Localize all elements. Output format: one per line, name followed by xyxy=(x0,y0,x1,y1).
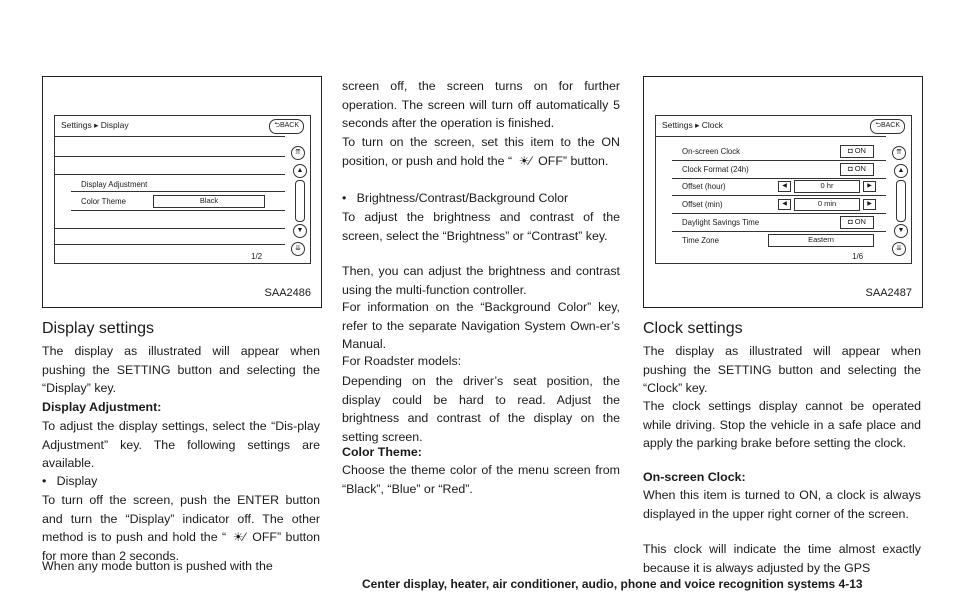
clock-row-value: ◘ ON xyxy=(840,145,874,158)
back-button: ⮌BACK xyxy=(870,119,905,134)
clock-row-label: Time Zone xyxy=(682,236,719,245)
scroll-bottom-icon: ⇊ xyxy=(892,242,906,256)
color-theme-value: Black xyxy=(153,195,265,208)
page-indicator: 1/2 xyxy=(251,252,263,261)
increase-arrow-icon: ▶ xyxy=(863,199,876,210)
clock-row-value: ◘ ON xyxy=(840,216,874,229)
clock-row-value: Eastern xyxy=(768,234,874,247)
scroll-down-icon: ▼ xyxy=(894,224,908,238)
scroll-down-icon: ▼ xyxy=(293,224,307,238)
right-paragraph-1: The display as illustrated will appear when pushing the SETTING button and selecting the “Clock” key. xyxy=(643,344,921,396)
figure-code: SAA2487 xyxy=(865,287,912,299)
right-paragraph-3: When this item is turned to ON, a clock is always displayed in the upper right corner of the screen. xyxy=(643,488,921,521)
display-bullet: • Display xyxy=(42,474,98,488)
increase-arrow-icon: ▶ xyxy=(863,181,876,192)
brightness-bullet: • Brightness/Contrast/Background Color xyxy=(342,191,569,205)
scrollbar xyxy=(295,180,305,222)
figure-code: SAA2486 xyxy=(264,287,311,299)
left-paragraph-2: To adjust the display settings, select the “Dis-play Adjustment” key. The following settings are available. xyxy=(42,419,320,471)
clock-settings-heading: Clock settings xyxy=(643,320,743,337)
scroll-up-icon: ▲ xyxy=(293,164,307,178)
brightness-icon: ☀⁄ xyxy=(518,153,532,168)
display-screen xyxy=(54,115,311,264)
color-theme-item: Color Theme xyxy=(81,197,126,206)
clock-screen xyxy=(655,115,912,264)
figure-clock-settings xyxy=(643,76,923,308)
left-paragraph-4: When any mode button is pushed with the xyxy=(42,559,273,573)
clock-row-value: 0 hr xyxy=(794,180,860,193)
display-adjustment-subheading: Display Adjustment: xyxy=(42,400,162,414)
scroll-top-icon: ⇈ xyxy=(291,146,305,160)
decrease-arrow-icon: ◀ xyxy=(778,199,791,210)
page-indicator: 1/6 xyxy=(852,252,864,261)
clock-row-label: Daylight Savings Time xyxy=(682,218,760,227)
right-paragraph-2: The clock settings display cannot be operated while driving. Stop the vehicle in a safe place and apply the parking brake before setting the clock. xyxy=(643,399,921,451)
right-paragraph-4: This clock will indicate the time almost exactly because it is always adjusted by the GPS xyxy=(643,542,921,575)
left-paragraph-1: The display as illustrated will appear when pushing the SETTING button and selecting the “Display” key. xyxy=(42,344,320,396)
clock-row-value: 0 min xyxy=(794,198,860,211)
scrollbar xyxy=(896,180,906,222)
mid-paragraph-6: For Roadster models: xyxy=(342,354,462,368)
mid-paragraph-8: Choose the theme color of the menu screen from “Black”, “Blue” or “Red”. xyxy=(342,463,620,496)
mid-paragraph-1: screen off, the screen turns on for further operation. The screen will turn off automatically 5 seconds after the operation is finished. xyxy=(342,79,620,131)
mid-paragraph-4: Then, you can adjust the brightness and contrast using the multi-function controller. xyxy=(342,264,620,297)
page-footer: Center display, heater, air conditioner, audio, phone and voice recognition systems 4-13 xyxy=(362,577,863,591)
clock-row-label: Offset (min) xyxy=(682,200,723,209)
clock-row-label: Offset (hour) xyxy=(682,182,726,191)
scroll-top-icon: ⇈ xyxy=(892,146,906,160)
clock-row-label: Clock Format (24h) xyxy=(682,165,749,174)
clock-row-value: ◘ ON xyxy=(840,163,874,176)
color-theme-subheading: Color Theme: xyxy=(342,445,422,459)
on-screen-clock-subheading: On-screen Clock: xyxy=(643,470,746,484)
screen-title: Settings ▸ Display xyxy=(61,120,129,130)
mid-paragraph-5: For information on the “Background Color” key, refer to the separate Navigation System Own-er’s Manual. xyxy=(342,300,620,352)
display-adjustment-item: Display Adjustment xyxy=(81,180,148,189)
clock-row-label: On-screen Clock xyxy=(682,147,741,156)
left-paragraph-3: To turn off the screen, push the ENTER button and turn the “Display” indicator off. The other method is to push and hold the “ ☀⁄ OFF” button for more than 2 seconds. xyxy=(42,493,321,563)
brightness-icon: ☀⁄ xyxy=(232,530,246,545)
scroll-up-icon: ▲ xyxy=(894,164,908,178)
scroll-bottom-icon: ⇊ xyxy=(291,242,305,256)
mid-paragraph-3: To adjust the brightness and contrast of the screen, select the “Brightness” or “Contrast” key. xyxy=(342,210,620,243)
screen-title: Settings ▸ Clock xyxy=(662,120,723,130)
mid-paragraph-7: Depending on the driver’s seat position, the display could be hard to read. Adjust the brightness and contrast of the display on the setting screen. xyxy=(342,374,620,444)
display-settings-heading: Display settings xyxy=(42,320,155,337)
mid-paragraph-2: To turn on the screen, set this item to the ON position, or push and hold the “ ☀⁄ OFF” button. xyxy=(342,133,620,170)
back-button: ⮌BACK xyxy=(269,119,304,134)
figure-display-settings xyxy=(42,76,322,308)
decrease-arrow-icon: ◀ xyxy=(778,181,791,192)
